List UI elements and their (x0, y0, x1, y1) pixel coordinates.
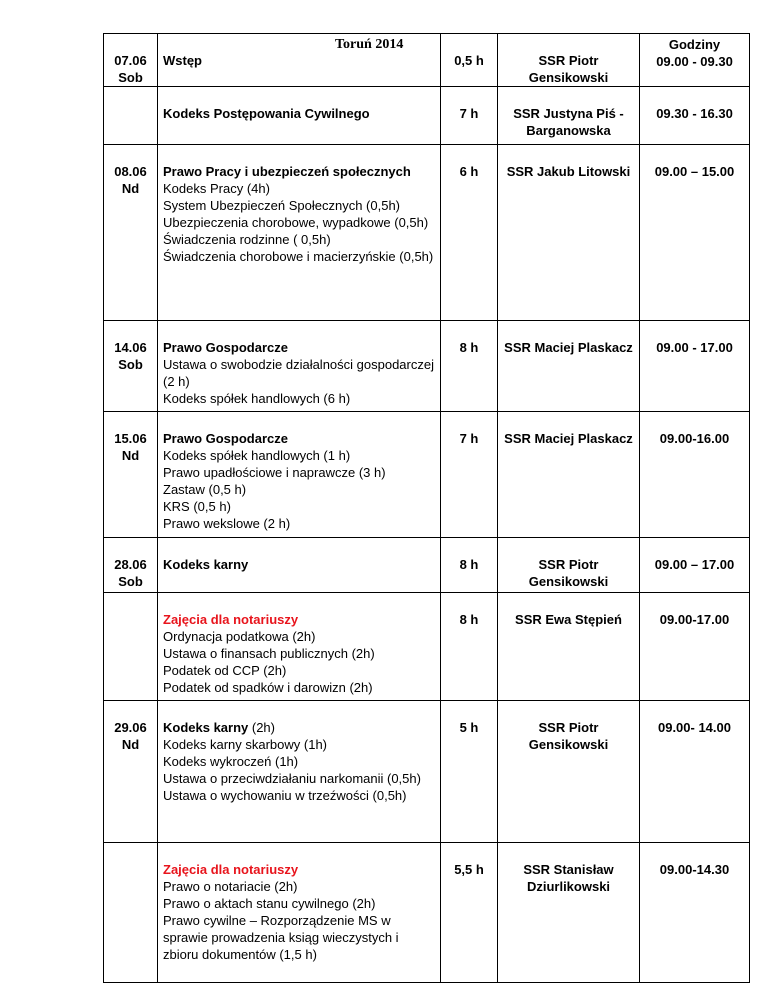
subject-cell (158, 701, 441, 843)
time-cell (640, 34, 750, 87)
subject-line: Ustawa o wychowaniu w trzeźwości (0,5h) (163, 788, 407, 803)
subject-cell (158, 538, 441, 593)
subject-line: Ordynacja podatkowa (2h) (163, 629, 316, 644)
date-cell (104, 701, 158, 843)
time-cell: 09.00 – 17.00 (640, 538, 750, 593)
subject: Prawo Pracy i ubezpieczeń społecznych (163, 164, 411, 179)
table-row (104, 34, 750, 87)
document-title: Toruń 2014 (335, 37, 404, 52)
hours-cell: 6 h (441, 145, 498, 321)
teacher-cell: SSR Jakub Litowski (498, 145, 640, 321)
subject-line: System Ubezpieczeń Społecznych (0,5h) (163, 198, 401, 213)
subject-line: Prawo o notariacie (2h) (163, 879, 298, 894)
time-cell: 09.00-17.00 (640, 593, 750, 701)
subject-line: Ustawa o przeciwdziałaniu narkomanii (0,5h) (163, 771, 421, 786)
hours-cell: 8 h (441, 593, 498, 701)
schedule-table (103, 33, 750, 983)
time-cell: 09.00 – 15.00 (640, 145, 750, 321)
day: Sob (118, 357, 143, 372)
time-cell: 09.30 - 16.30 (640, 87, 750, 145)
teacher-cell: SSR Piotr Gensikowski (498, 701, 640, 843)
hours-cell: 5 h (441, 701, 498, 843)
table-row (104, 843, 750, 983)
time-cell: 09.00- 14.00 (640, 701, 750, 843)
teacher-cell: SSR Stanisław Dziurlikowski (498, 843, 640, 983)
date-cell (104, 87, 158, 145)
subject-line: Zastaw (0,5 h) (163, 482, 247, 497)
subject-cell (158, 87, 441, 145)
time-cell: 09.00-16.00 (640, 412, 750, 538)
subject-line: Kodeks karny skarbowy (1h) (163, 737, 328, 752)
teacher-cell: SSR Piotr Gensikowski (498, 538, 640, 593)
subject-cell (158, 321, 441, 412)
subject: Prawo Gospodarcze (163, 431, 288, 446)
subject-line: Kodeks Pracy (4h) (163, 181, 270, 196)
date: 29.06 (114, 720, 147, 735)
date: 07.06 (114, 53, 147, 68)
subject-line: Prawo cywilne – Rozporządzenie MS w sprawie prowadzenia ksiąg wieczystych i zbioru dokumentów (1,5 h) (163, 913, 399, 962)
subject-line: Podatek od CCP (2h) (163, 663, 287, 678)
subject-line: Ustawa o finansach publicznych (2h) (163, 646, 375, 661)
table-row (104, 412, 750, 538)
teacher-cell: SSR Maciej Plaskacz (498, 412, 640, 538)
hours-cell: 5,5 h (441, 843, 498, 983)
subject-line: Świadczenia chorobowe i macierzyńskie (0,5h) (163, 249, 434, 264)
day: Sob (118, 70, 143, 85)
day: Nd (121, 181, 140, 196)
hours-cell: 8 h (441, 538, 498, 593)
subject: Prawo Gospodarcze (163, 340, 288, 355)
table-row (104, 538, 750, 593)
teacher-cell: SSR Maciej Plaskacz (498, 321, 640, 412)
subject-cell (158, 843, 441, 983)
subject: Kodeks karny (163, 720, 249, 735)
subject-cell (158, 593, 441, 701)
teacher-cell: SSR Justyna Piś - Barganowska (498, 87, 640, 145)
subject-line: Ustawa o swobodzie działalności gospodarczej (2 h) (163, 357, 434, 389)
hours-cell: 7 h (441, 87, 498, 145)
time: 09.00 - 09.30 (656, 54, 733, 69)
table-row (104, 87, 750, 145)
subject-line: Kodeks spółek handlowych (6 h) (163, 391, 351, 406)
subject-suffix: (2h) (248, 720, 275, 735)
date-cell (104, 145, 158, 321)
date-cell (104, 34, 158, 87)
notary-subject: Zajęcia dla notariuszy (163, 612, 299, 627)
date-cell (104, 843, 158, 983)
day: Nd (121, 737, 140, 752)
subject-line: Podatek od spadków i darowizn (2h) (163, 680, 373, 695)
teacher-cell: SSR Ewa Stępień (498, 593, 640, 701)
subject-line: Świadczenia rodzinne ( 0,5h) (163, 232, 331, 247)
subject-cell (158, 34, 441, 87)
day: Sob (118, 574, 143, 589)
date: 14.06 (114, 340, 147, 355)
date-cell (104, 593, 158, 701)
table-row (104, 701, 750, 843)
hours-cell: 8 h (441, 321, 498, 412)
subject-line: Kodeks spółek handlowych (1 h) (163, 448, 351, 463)
time-cell: 09.00 - 17.00 (640, 321, 750, 412)
subject-line: Kodeks wykroczeń (1h) (163, 754, 299, 769)
date-cell (104, 321, 158, 412)
date: 15.06 (114, 431, 147, 446)
date: 28.06 (114, 557, 147, 572)
notary-subject: Zajęcia dla notariuszy (163, 862, 299, 877)
subject: Kodeks Postępowania Cywilnego (163, 106, 370, 121)
subject-line: KRS (0,5 h) (163, 499, 231, 514)
table-row (104, 321, 750, 412)
subject-line: Prawo o aktach stanu cywilnego (2h) (163, 896, 376, 911)
subject: Wstęp (163, 53, 202, 68)
teacher-cell: SSR Piotr Gensikowski (498, 34, 640, 87)
table-row (104, 593, 750, 701)
subject-cell (158, 145, 441, 321)
hours-cell: 7 h (441, 412, 498, 538)
subject: Kodeks karny (163, 557, 249, 572)
date-cell (104, 538, 158, 593)
table-row (104, 145, 750, 321)
hours-header: Godziny (668, 37, 721, 52)
date-cell (104, 412, 158, 538)
subject-cell (158, 412, 441, 538)
subject-line: Ubezpieczenia chorobowe, wypadkowe (0,5h) (163, 215, 429, 230)
day: Nd (121, 448, 140, 463)
subject-line: Prawo upadłościowe i naprawcze (3 h) (163, 465, 386, 480)
date: 08.06 (114, 164, 147, 179)
time-cell: 09.00-14.30 (640, 843, 750, 983)
hours-cell: 0,5 h (441, 34, 498, 87)
subject-line: Prawo wekslowe (2 h) (163, 516, 291, 531)
